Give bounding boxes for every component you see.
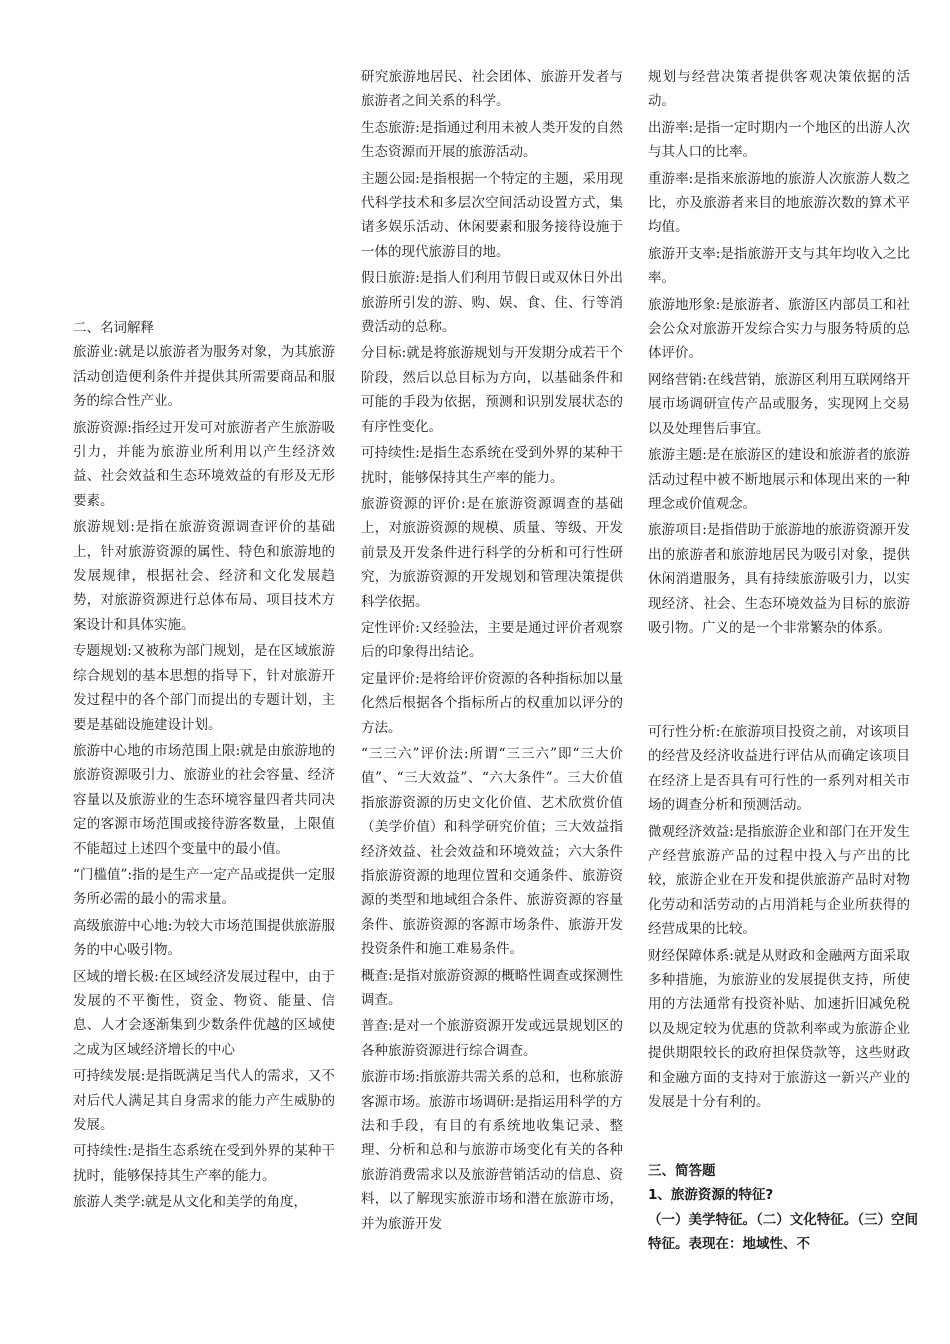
term-entry: 专题规划:又被称为部门规划，是在区域旅游综合规划的基本思想的指导下，针对旅游开发过程中的各个部门而提出的专题计划，主要是基础设施建设计划。: [73, 643, 335, 733]
term-entry: 网络营销:在线营销，旅游区利用互联网络开展市场调研宣传产品或服务，实现网上交易以及处理售后事宜。: [648, 371, 910, 437]
term-entry: 分目标:就是将旅游规划与开发期分成若干个阶段，然后以总目标为方向，以基础条件和可能的手段为依据，预测和识别发展状态的有序性变化。: [361, 345, 623, 435]
term-entry: 主题公园:是指根据一个特定的主题，采用现代科学技术和多层次空间活动设置方式，集诸多娱乐活动、休闲要素和服务接待设施于一体的现代旅游目的地。: [361, 170, 623, 260]
term-entry: 财经保障体系:就是从财政和金融两方面采取多种措施，为旅游业的发展提供支持，所使用的方法通常有投资补贴、加速折旧减免税以及规定较为优惠的贷款利率或为旅游企业提供期限较长的政府担保贷款等，这些财政和金融方面的支持对于旅游这一新兴产业的发展是十分有利的。: [648, 947, 910, 1111]
term-entry: 区域的增长极:在区域经济发展过程中，由于发展的不平衡性，资金、物资、能量、信息、人才会逐渐集到少数条件优越的区域使之成为区域经济增长的中心: [73, 968, 335, 1058]
term-entry: 可持续性:是指生态系统在受到外界的某种干扰时，能够保持其生产率的能力。: [361, 445, 623, 486]
term-entry: 可持续性:是指生态系统在受到外界的某种干扰时，能够保持其生产率的能力。: [73, 1143, 335, 1184]
term-entry: 概查:是指对旅游资源的概略性调查或探测性调查。: [361, 967, 623, 1009]
answer: （一）美学特征。（二）文化特征。（三）空间特征。表现在：地域性、不: [648, 1211, 918, 1253]
term-entry: 旅游项目:是指借助于旅游地的旅游资源开发出的旅游者和旅游地居民为吸引对象，提供休闲消遣服务，具有持续旅游吸引力，以实现经济、社会、生态环境效益为目标的旅游吸引物。广义的是一个非常繁杂的体系。: [648, 522, 910, 636]
term-entry: 假日旅游:是指人们利用节假日或双休日外出旅游所引发的游、购、娱、食、住、行等消费活动的总称。: [361, 270, 623, 336]
term-entry: 定性评价:又经验法，主要是通过评价者观察后的印象得出结论。: [361, 619, 623, 661]
term-entry: 可行性分析:在旅游项目投资之前，对该项目的经营及经济收益进行评估从而确定该项目在经济上是否具有可行性的一系列对相关市场的调查分析和预测活动。: [648, 724, 910, 814]
term-entry: 可持续发展:是指既满足当代人的需求，又不对后代人满足其自身需求的能力产生威胁的发展。: [73, 1068, 335, 1133]
section-heading-short-answer: 三、简答题: [648, 1163, 716, 1179]
term-entry: 旅游人类学:就是从文化和美学的角度，: [73, 1194, 308, 1211]
term-entry: 微观经济效益:是指旅游企业和部门在开发生产经营旅游产品的过程中投入与产出的比较，旅游企业在开发和提供旅游产品时对物化劳动和活劳动的占用消耗与企业所获得的经营成果的比较。: [648, 823, 910, 938]
column-2: [361, 65, 623, 1238]
term-entry: 旅游中心地的市场范围上限:就是由旅游地的旅游资源吸引力、旅游业的社会容量、经济容量以及旅游业的生态环境容量四者共同决定的客源市场范围或接待游客数量，上限值不能超过上述四个变量中的最小值。: [73, 742, 335, 857]
column-3-middle: [648, 720, 910, 1117]
term-entry: 旅游业:就是以旅游者为服务对象，为其旅游活动创造便利条件并提供其所需要商品和服务的综合性产业。: [73, 344, 335, 410]
term-entry: 普查:是对一个旅游资源开发或远景规划区的各种旅游资源进行综合调查。: [361, 1018, 623, 1059]
term-entry: 旅游资源的评价:是在旅游资源调查的基础上，对旅游资源的规模、质量、等级、开发前景及开发条件进行科学的分析和可行性研究，为旅游资源的开发规划和管理决策提供科学依据。: [361, 495, 623, 610]
term-entry: 旅游地形象:是旅游者、旅游区内部员工和社会公众对旅游开发综合实力与服务特质的总体评价。: [648, 296, 910, 362]
term-entry: 生态旅游:是指通过利用未被人类开发的自然生态资源而开展的旅游活动。: [361, 119, 623, 161]
term-entry: 重游率:是指来旅游地的旅游人次旅游人数之比，亦及旅游者来目的地旅游次数的算术平均值。: [648, 170, 910, 236]
section-heading-terms: 二、名词解释: [73, 320, 154, 336]
term-entry: 定量评价:是将给评价资源的各种指标加以量化然后根据各个指标所占的权重加以评分的方法。: [361, 670, 623, 736]
term-entry: 规划与经营决策者提供客观决策依据的活动。: [648, 69, 910, 110]
term-entry: 出游率:是指一定时期内一个地区的出游人次与其人口的比率。: [648, 119, 910, 161]
term-entry: 旅游规划:是指在旅游资源调查评价的基础上，针对旅游资源的属性、特色和旅游地的发展规律，根据社会、经济和文化发展趋势，对旅游资源进行总体布局、项目技术方案设计和具体实施。: [73, 519, 335, 633]
column-3-top: [648, 65, 910, 642]
term-entry: 旅游主题:是在旅游区的建设和旅游者的旅游活动过程中被不断地展示和体现出来的一种理念或价值观念。: [648, 447, 910, 512]
column-3-bottom: [648, 1159, 918, 1257]
term-entry: 旅游资源:指经过开发可对旅游者产生旅游吸引力，并能为旅游业所利用以产生经济效益、社会效益和生态环境效益的有形及无形要素。: [73, 419, 335, 509]
column-1: [73, 316, 335, 1217]
term-entry: 旅游市场:指旅游共需关系的总和，也称旅游客源市场。旅游市场调研:是指运用科学的方法和手段，有目的有系统地收集记录、整理、分析和总和与旅游市场变化有关的各种旅游消费需求以及旅游营销活动的信息、资料，以了解现实旅游市场和潜在旅游市场，并为旅游开发: [361, 1069, 623, 1232]
question: 1、旅游资源的特征?: [648, 1187, 774, 1204]
term-entry: “三三六”评价法:所谓“三三六”即“三大价值”、“三大效益”、“六大条件”。三大价值指旅游资源的历史文化价值、艺术欣赏价值（美学价值）和科学研究价值；三大效益指经济效益、社会效益和环境效益；六大条件指旅游资源的地理位置和交通条件、旅游资源的类型和地域组合条件、旅游资源的容量条件、旅游资源的客源市场条件、旅游开发投资条件和施工难易条件。: [361, 745, 623, 958]
term-entry: 高级旅游中心地:为较大市场范围提供旅游服务的中心吸引物。: [73, 917, 335, 959]
term-entry: “门槛值”:指的是生产一定产品或提供一定服务所必需的最小的需求量。: [73, 866, 335, 908]
term-entry: 旅游开支率:是指旅游开支与其年均收入之比率。: [648, 245, 910, 287]
term-entry: 研究旅游地居民、社会团体、旅游开发者与旅游者之间关系的科学。: [361, 69, 623, 110]
